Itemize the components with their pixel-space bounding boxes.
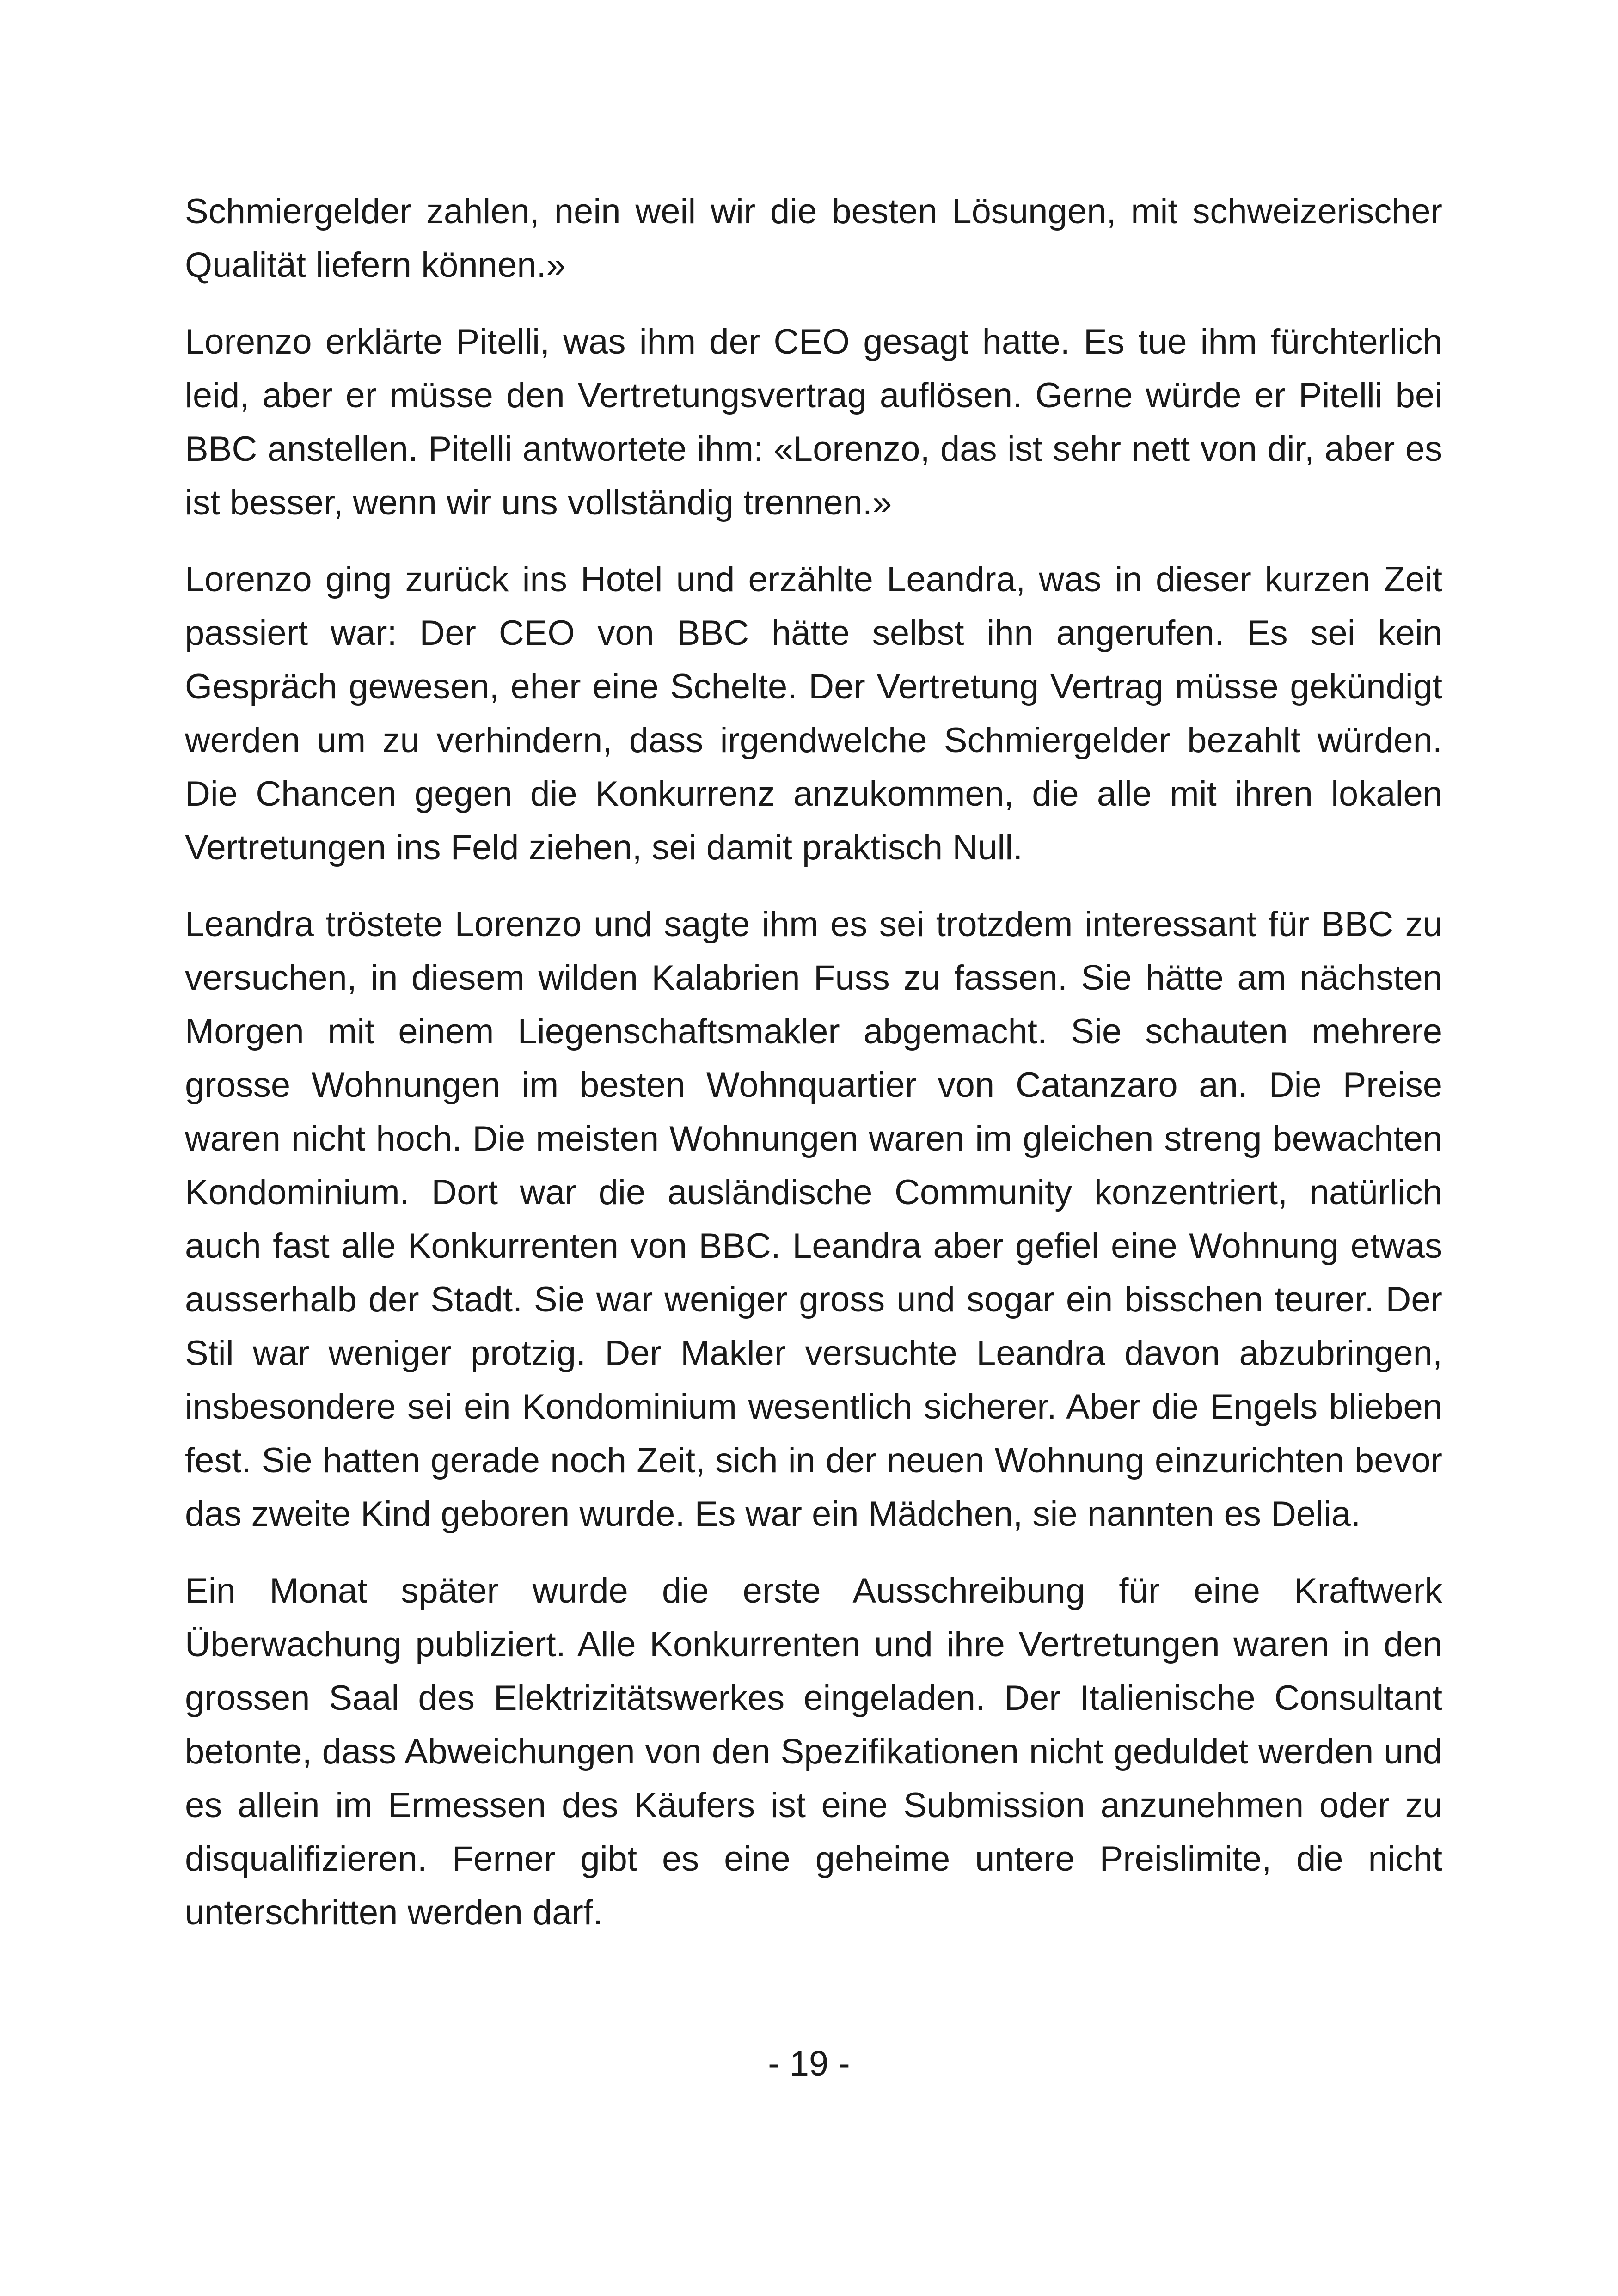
paragraph-5: Ein Monat später wurde die erste Ausschreibung für eine Kraftwerk Überwachung publiziert. Alle Konkurrenten und ihre Vertretungen waren in den grossen Saal des Elektrizitätswerkes eingeladen. Der Italienische Consultant betonte, dass Abweichungen von den Spezifikationen nicht geduldet werden und es allein im Ermessen des Käufers ist eine Submission anzunehmen oder zu disqualifizieren. Ferner gibt es eine geheime untere Preislimite, die nicht unterschritten werden darf. <box>185 1571 1442 1932</box>
paragraph-4: Leandra tröstete Lorenzo und sagte ihm es sei trotzdem interessant für BBC zu versuchen, in diesem wilden Kalabrien Fuss zu fassen. Sie hätte am nächsten Morgen mit einem Liegenschaftsmakler abgemacht. Sie schauten mehrere grosse Wohnungen im besten Wohnquartier von Catanzaro an. Die Preise waren nicht hoch. Die meisten Wohnungen waren im gleichen streng bewachten Kondominium. Dort war die ausländische Community konzentriert, natürlich auch fast alle Konkurrenten von BBC. Leandra aber gefiel eine Wohnung etwas ausserhalb der Stadt. Sie war weniger gross und sogar ein bisschen teurer. Der Stil war weniger protzig. Der Makler versuchte Leandra davon abzubringen, insbesondere sei ein Kondominium wesentlich sicherer. Aber die Engels blieben fest. Sie hatten gerade noch Zeit, sich in der neuen Wohnung einzurichten bevor das zweite Kind geboren wurde. Es war ein Mädchen, sie nannten es Delia. <box>185 905 1442 1534</box>
body-text <box>185 185 1442 1963</box>
paragraph-2: Lorenzo erklärte Pitelli, was ihm der CEO gesagt hatte. Es tue ihm fürchterlich leid, aber er müsse den Vertretungsvertrag auflösen. Gerne würde er Pitelli bei BBC anstellen. Pitelli antwortete ihm: «Lorenzo, das ist sehr nett von dir, aber es ist besser, wenn wir uns vollständig trennen.» <box>185 322 1442 522</box>
page-number: - 19 - <box>768 2044 850 2083</box>
paragraph-1: Schmiergelder zahlen, nein weil wir die besten Lösungen, mit schweizerischer Qualität liefern können.» <box>185 192 1442 285</box>
paragraph-3: Lorenzo ging zurück ins Hotel und erzählte Leandra, was in dieser kurzen Zeit passiert war: Der CEO von BBC hätte selbst ihn angerufen. Es sei kein Gespräch gewesen, eher eine Schelte. Der Vertretung Vertrag müsse gekündigt werden um zu verhindern, dass irgendwelche Schmiergelder bezahlt würden. Die Chancen gegen die Konkurrenz anzukommen, die alle mit ihren lokalen Vertretungen ins Feld ziehen, sei damit praktisch Null. <box>185 560 1442 867</box>
